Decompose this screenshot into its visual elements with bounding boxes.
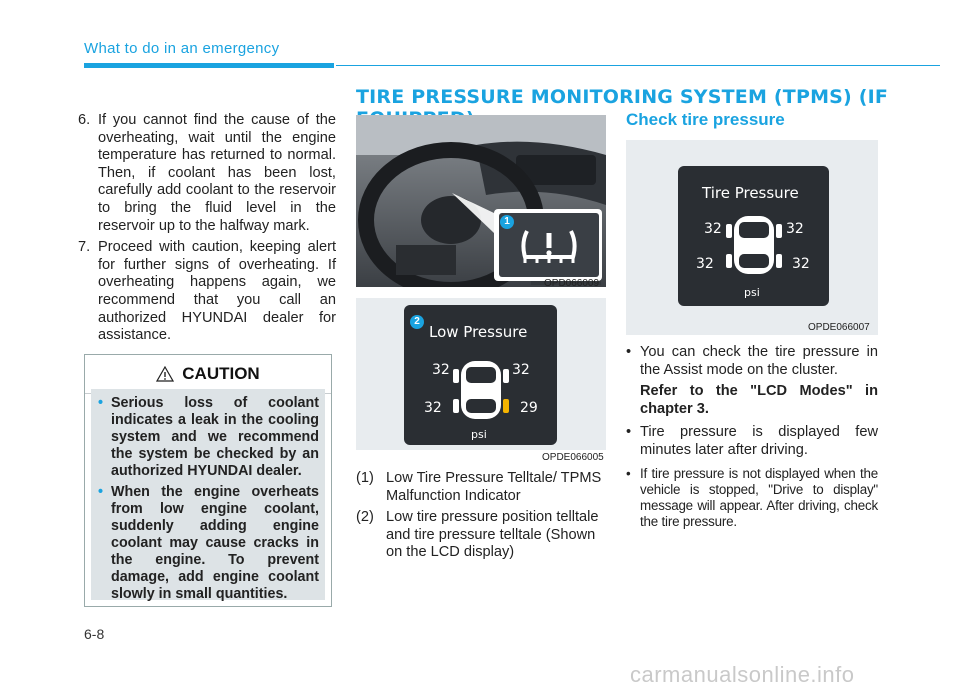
lcd-title: Tire Pressure [702,184,799,202]
lcd-title: Low Pressure [429,323,528,341]
lcd-unit: psi [744,286,760,299]
tire-value-front-left: 32 [704,221,722,237]
tire-value-rear-right: 29 [520,400,538,416]
caution-title: CAUTION [182,364,260,383]
section-rule-thin [336,65,940,66]
bullet-dot-icon: • [626,465,631,481]
caution-body [91,389,325,600]
tire-value-rear-right: 32 [792,256,810,272]
caution-box [84,354,332,607]
tire-value-front-right: 32 [512,362,530,378]
figure-code: OPDE066005 [542,452,604,463]
legend-text: Low Tire Pressure Telltale/ TPMS Malfunction Indicator [386,470,602,504]
caution-bullet-text: Serious loss of coolant indicates a leak in the cooling system and we recommend the system be checked by an authorized HYUNDAI dealer. [111,395,319,479]
subsection-title: Check tire pressure [626,110,785,129]
check-bullet [626,424,878,459]
check-bullet [626,466,878,531]
lcd-unit: psi [471,428,487,441]
caution-bullet-text: When the engine overheats from low engine coolant, suddenly adding engine coolant may cause cracks in the engine. To prevent damage, add engine coolant slowly in small quantities. [111,484,319,602]
tire-pressure-figure [626,140,878,335]
bullet-dot-icon: • [626,424,632,441]
item-number: 7. [78,239,91,256]
check-bullet-text: If tire pressure is not displayed when the vehicle is stopped, "Drive to display" message will appear. After driving, check the tire pressure. [640,465,878,530]
item-text: Proceed with caution, keeping alert for further signs of overheating. If overheating happens again, we recommend that you call an authorized HYUNDAI dealer for assistance. [98,239,336,344]
item-text: If you cannot find the cause of the overheating, wait until the engine temperature has returned to normal. Then, if coolant has been lost, carefully add coolant to the reservoir to bring the fluid level in the reservoir up to the halfway mark. [98,112,336,234]
caution-bullet [97,484,319,603]
figure-code: OPDE066007 [808,322,870,333]
low-pressure-display [404,305,557,445]
low-pressure-figure [356,298,606,450]
caution-bullet [97,395,319,480]
left-column [78,112,336,349]
section-title: What to do in an emergency [84,40,280,57]
legend-item [356,470,608,505]
tire-value-front-left: 32 [432,362,450,378]
page-number: 6-8 [84,626,105,642]
callout-marker-1: 1 [500,215,514,229]
legend-item [356,509,608,562]
list-item [78,112,336,235]
callout-marker-2: 2 [410,315,424,329]
item-number: 6. [78,112,91,128]
tire-value-rear-left: 32 [696,256,714,272]
car-top-view-icon [724,214,784,276]
check-bullets [626,344,878,536]
check-bullet-text: Tire pressure is displayed few minutes later after driving. [640,424,878,458]
list-item [78,239,336,345]
figure-code: OPD066009 [544,278,600,289]
legend-number: (1) [356,470,374,486]
figure-legend [356,470,608,566]
legend-text: Low tire pressure position telltale and tire pressure telltale (Shown on the LCD display) [386,509,599,561]
check-bullet-reference: Refer to the "LCD Modes" in chapter 3. [640,383,878,417]
watermark: carmanualsonline.info [630,662,855,687]
car-top-view-icon [451,359,511,421]
bullet-dot-icon: • [98,484,104,500]
section-rule-thick [84,63,334,68]
tire-value-rear-left: 32 [424,400,442,416]
bullet-dot-icon: • [98,395,104,411]
check-bullet [626,344,878,418]
tire-pressure-display [678,166,829,306]
tire-value-front-right: 32 [786,221,804,237]
legend-number: (2) [356,509,374,526]
warning-triangle-icon [156,366,174,382]
check-bullet-text: You can check the tire pressure in the Assist mode on the cluster. [640,344,878,378]
bullet-dot-icon: • [626,344,632,360]
dashboard-photo [356,115,606,287]
page-title: TIRE PRESSURE MONITORING SYSTEM (TPMS) (IF [356,86,889,108]
